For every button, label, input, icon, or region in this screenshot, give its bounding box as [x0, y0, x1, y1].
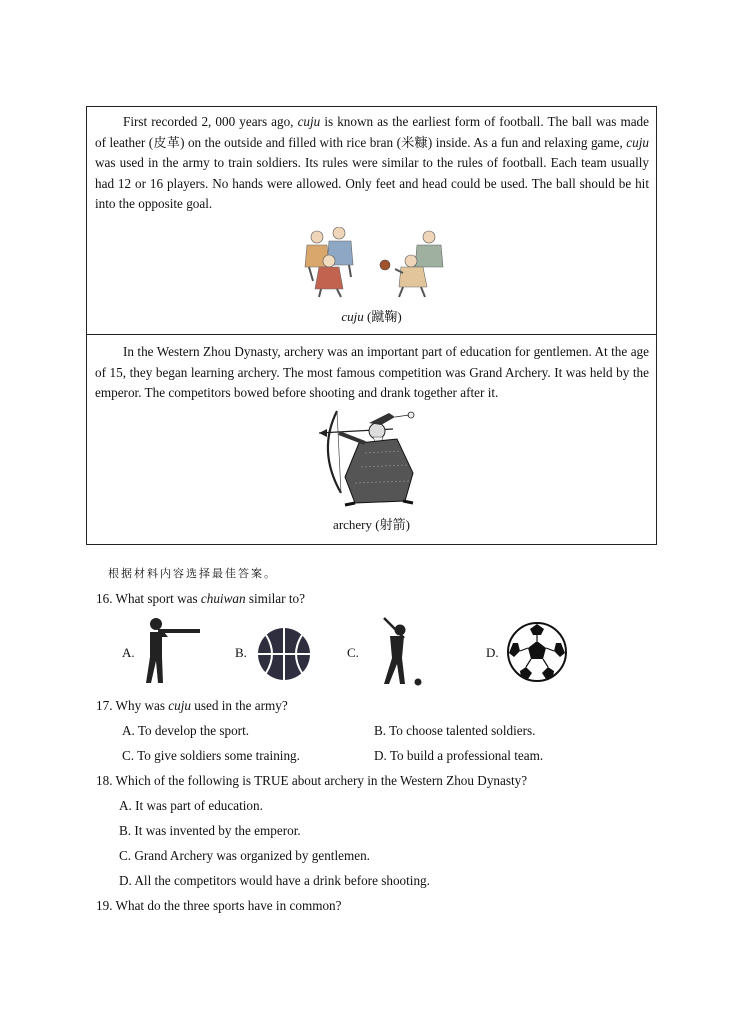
q17-option-c[interactable]: C. To give soldiers some training. — [122, 748, 300, 763]
question-17 — [96, 698, 288, 714]
cuju-caption — [87, 306, 656, 325]
cuju-players-right — [395, 231, 443, 297]
golfer-icon[interactable] — [370, 616, 428, 688]
q16-option-d[interactable]: D. — [486, 645, 499, 660]
q18-option-b[interactable]: B. It was invented by the emperor. — [119, 823, 301, 838]
q16-prefix: 16. What sport was — [96, 591, 201, 606]
archery-paragraph: In the Western Zhou Dynasty, archery was an important part of education for gentlemen. At the age of 15, they began learning archery. The most famous competition was Grand Archery. It was held by the emperor. The competitors bowed before shooting and drank together after it. — [95, 344, 649, 401]
q18-option-c[interactable]: C. Grand Archery was organized by gentlemen. — [119, 848, 370, 863]
cuju-text-1: First recorded 2, 000 years ago, — [123, 114, 298, 129]
cuju-caption-en: cuju — [341, 309, 364, 324]
cuju-term: cuju — [297, 114, 321, 129]
football-icon[interactable] — [506, 621, 568, 683]
cuju-term-2: cuju — [626, 134, 649, 150]
q17-option-d[interactable]: D. To build a professional team. — [374, 748, 544, 763]
cuju-text-2: is known as the earliest form of football. The ball was made of leather (皮革) on the outside and filled with rice bran (米糠) inside. As a fun and relaxing game, — [95, 114, 649, 150]
archery-caption-zh: (射箭) — [372, 517, 410, 532]
instruction-text: 根据材料内容选择最佳答案。 — [108, 567, 277, 580]
cuju-text-3: was used in the army to train soldiers. Its rules were similar to the rules of football. Each team usually had 12 or 16 players. No hands were allowed. Only feet and head could be used. The ball should be hit into the opposite goal. — [95, 155, 649, 212]
q17-option-b[interactable]: B. To choose talented soldiers. — [374, 723, 536, 738]
q17-option-a[interactable]: A. To develop the sport. — [122, 723, 250, 738]
basketball-icon[interactable] — [256, 626, 312, 682]
q18-option-d[interactable]: D. All the competitors would have a drink before shooting. — [119, 873, 430, 888]
q17-suffix: used in the army? — [191, 698, 288, 713]
archery-illustration — [315, 403, 423, 507]
question-18: 18. Which of the following is TRUE about archery in the Western Zhou Dynasty? — [96, 773, 528, 788]
q16-option-b[interactable]: B. — [235, 645, 247, 660]
q17-prefix: 17. Why was — [96, 698, 169, 713]
q16-option-c[interactable]: C. — [347, 645, 359, 660]
q17-term: cuju — [168, 698, 191, 713]
rifle-shooter-icon[interactable] — [138, 617, 200, 685]
archery-passage-box — [86, 334, 657, 545]
cuju-players-left — [305, 227, 353, 297]
cuju-passage-box — [86, 106, 657, 335]
q16-option-a[interactable]: A. — [122, 645, 135, 660]
q16-suffix: similar to? — [245, 591, 305, 606]
q16-term: chuiwan — [200, 591, 246, 606]
question-19: 19. What do the three sports have in common? — [96, 898, 342, 913]
cuju-ball — [380, 260, 390, 270]
archery-caption — [87, 514, 656, 533]
cuju-paragraph — [95, 112, 649, 215]
cuju-caption-zh: (蹴鞠) — [363, 309, 402, 324]
question-16 — [96, 591, 305, 607]
archery-caption-en: archery — [333, 517, 373, 532]
q18-option-a[interactable]: A. It was part of education. — [119, 798, 263, 813]
cuju-illustration — [299, 227, 447, 299]
